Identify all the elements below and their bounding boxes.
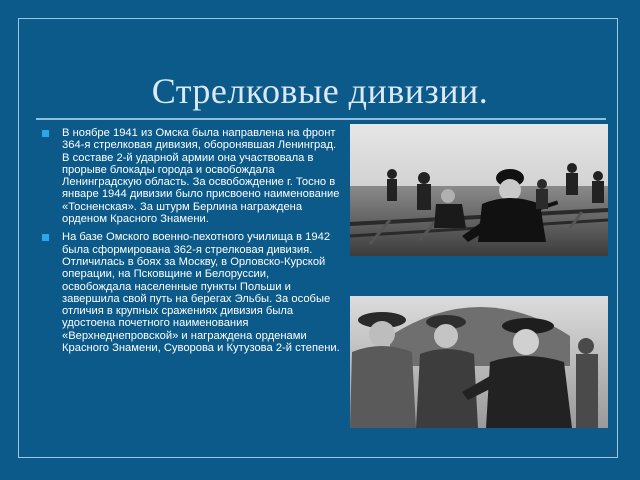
bullet-item	[40, 127, 340, 225]
bullet-square-icon	[42, 130, 49, 137]
bullet-square-icon	[42, 234, 49, 241]
soldiers-on-railway-photo	[350, 124, 608, 256]
photo-column	[350, 124, 608, 428]
officers-meeting-photo	[350, 296, 608, 428]
bullet-item	[40, 231, 340, 354]
slide-title: Стрелковые дивизии.	[151, 71, 489, 111]
bullet-text: В ноябре 1941 из Омска была направлена на фронт 364-я стрелковая дивизия, оборонявшая Ленинград. В составе 2-й ударной армии она участвовала в прорыве блокады города и освобождала Ленинградскую область. За освобождение г. Тосно в январе 1944 дивизии было присвоено наименование «Тосненская». За штурм Берлина награждена орденом Красного Знамени.	[62, 127, 340, 226]
bullet-text: На базе Омского военно-пехотного училища в 1942 была сформирована 362-я стрелковая дивизия. Отличилась в боях за Москву, в Орловско-Курской операции, на Псковщине и Белоруссии, освобождала населенные пункты Польши и завершила свой путь на берегах Эльбы. За особые отличия в крупных сражениях дивизия была удостоена почетного наименования «Верхнеднепровской» и награждена орденами Красного Знамени, Суворова и Кутузова 2-й степени.	[62, 231, 340, 355]
title-divider	[36, 118, 606, 120]
bullet-list	[40, 127, 340, 360]
